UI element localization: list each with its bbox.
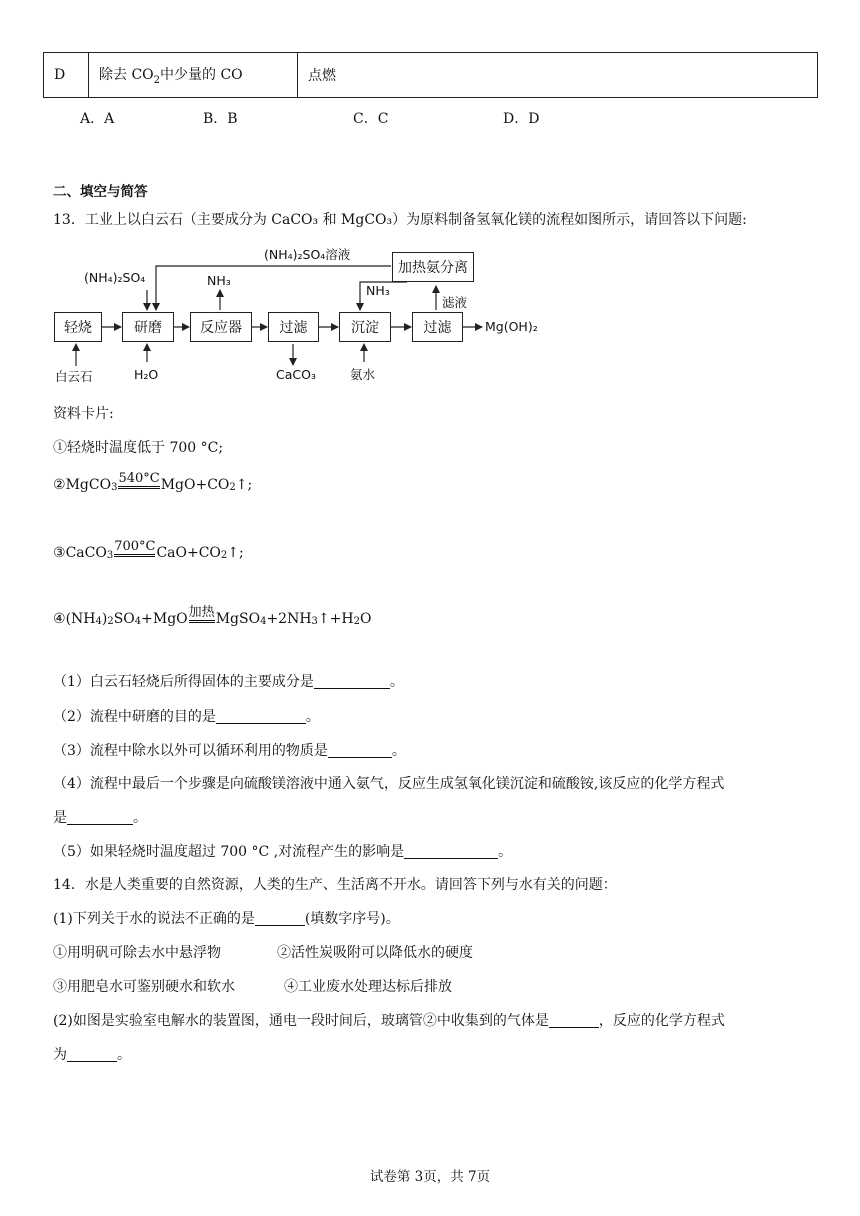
fact-4-products: MgSO [215, 611, 261, 627]
q13-sub-5-text: （5）如果轻烧时温度超过 700 °C ,对流程产生的影响是 [53, 844, 405, 860]
equals-bar [118, 486, 159, 489]
label-filtrate: 滤液 [442, 295, 468, 310]
page-footer: 试卷第 3页，共 7页 [369, 1169, 491, 1185]
q14-part-2-text: (2)如图是实验室电解水的装置图，通电一段时间后，玻璃管②中收集到的气体是 [53, 1013, 549, 1029]
q13-sub-3 [53, 740, 406, 760]
period: 。 [117, 1047, 131, 1063]
q14-part-2 [53, 1010, 725, 1030]
q14-part-1-tail: (填数字序号)。 [304, 911, 400, 927]
fact-3-cond-text: 700°C [114, 539, 156, 554]
fact-4-products-sub: 4 [260, 616, 267, 627]
choice-c[interactable]: C．C [353, 111, 389, 127]
q13-intro: 13．工业上以白云石（主要成分为 CaCO₃ 和 MgCO₃）为原料制备氢氧化镁的流程如图所示，请回答以下问题: [53, 212, 747, 228]
label-nh3-top: NH₃ [207, 273, 231, 288]
fact-4-tail-post: O [359, 611, 372, 627]
q13-sub-3-text: （3）流程中除水以外可以循环利用的物质是 [53, 743, 328, 759]
fact-3-products-sub: 2 [220, 550, 228, 561]
period: 。 [133, 810, 147, 826]
label-ammonia-water: 氨水 [350, 367, 376, 382]
flow-box-light-burn: 轻烧 [54, 312, 102, 342]
fact-2-tail: ↑; [235, 477, 253, 493]
fact-2-cond-text: 540°C [118, 471, 160, 486]
purpose-text-end: 中少量的 CO [160, 67, 243, 84]
fact-2-reactant-sub: 3 [111, 482, 118, 493]
answer-blank-4[interactable] [67, 810, 133, 825]
fact-4-products-sub2: 3 [311, 616, 318, 627]
q13-sub-2-text: （2）流程中研磨的目的是 [53, 709, 216, 725]
flow-box-reactor: 反应器 [190, 312, 252, 342]
equals-bar [189, 620, 215, 623]
fact-2-products-sub: 2 [229, 482, 236, 493]
fact-4-num: ④ [53, 611, 66, 627]
answer-blank-1[interactable] [314, 674, 390, 689]
q13-sub-2 [53, 706, 320, 726]
answer-blank-7[interactable] [549, 1013, 599, 1028]
fact-3-equation [53, 540, 244, 561]
flow-box-filter-1: 过滤 [268, 312, 319, 342]
q13-sub-4a: （4）流程中最后一个步骤是向硫酸镁溶液中通入氨气，反应生成氢氧化镁沉淀和硫酸铵,该反应的化学方程式 [53, 776, 725, 792]
fact-4-reactant-sub2: 2 [107, 616, 114, 627]
flow-box-ammonia-separation: 加热氨分离 [392, 252, 474, 282]
fact-3-reactant-sub: 3 [106, 550, 114, 561]
fact-2-reactant: MgCO [65, 477, 112, 493]
q14-part-1-text: (1)下列关于水的说法不正确的是 [53, 911, 255, 927]
label-water: H₂O [134, 367, 159, 382]
q14-part-1 [53, 908, 400, 928]
fact-4-equation [53, 606, 371, 627]
flow-box-grind: 研磨 [122, 312, 174, 342]
fact-2-num: ② [53, 477, 66, 493]
fact-4-products-post: +2NH [266, 611, 312, 627]
fact-3-num: ③ [53, 545, 66, 561]
period: 。 [305, 709, 320, 725]
fact-3-tail: ↑; [227, 545, 244, 561]
choice-d[interactable]: D．D [503, 111, 540, 127]
q14-intro: 14．水是人类重要的自然资源，人类的生产、生活离不开水。请回答下列与水有关的问题： [53, 877, 617, 893]
choice-a[interactable]: A．A [80, 111, 115, 127]
answer-blank-3[interactable] [328, 743, 392, 758]
q14-option-1: ①用明矾可除去水中悬浮物 [53, 945, 221, 961]
choice-b[interactable]: B．B [203, 111, 238, 127]
fact-3-reactant: CaCO [65, 545, 107, 561]
fact-2-equation [53, 472, 252, 493]
fact-4-tail-sub: 2 [353, 616, 360, 627]
q13-sub-4b [53, 807, 147, 827]
period: 。 [389, 674, 404, 690]
row-letter: D [44, 53, 89, 98]
q14-option-2: ②活性炭吸附可以降低水的硬度 [277, 945, 473, 961]
q13-sub-1-text: （1）白云石轻烧后所得固体的主要成分是 [53, 674, 314, 690]
fact-4-reactant-tail: +MgO [141, 611, 188, 627]
q14-option-4: ④工业废水处理达标后排放 [284, 979, 452, 995]
label-ammonium-sulfate: (NH₄)₂SO₄ [84, 270, 146, 285]
label-caco3: CaCO₃ [276, 367, 316, 382]
q14-part-2-tail: ，反应的化学方程式 [598, 1013, 725, 1029]
fact-1: ①轻烧时温度低于 700 °C; [53, 440, 224, 456]
equals-bar [114, 554, 155, 557]
fact-4-condition [189, 606, 215, 627]
answer-blank-5[interactable] [404, 844, 498, 859]
card-title: 资料卡片: [53, 406, 114, 422]
fact-4-reactant-sub: 4 [95, 616, 102, 627]
flow-box-filter-2: 过滤 [412, 312, 463, 342]
q13-sub-5 [53, 841, 512, 861]
period: 。 [391, 743, 406, 759]
answer-blank-8[interactable] [67, 1047, 117, 1062]
purpose-sub: 2 [153, 74, 161, 86]
q14-part-2-cont-text: 为 [53, 1047, 67, 1063]
fact-4-reactant-mid: ) [101, 611, 108, 627]
answer-blank-2[interactable] [216, 709, 306, 724]
q14-part-2-cont [53, 1044, 131, 1064]
fact-3-products: CaO+CO [156, 545, 221, 561]
q13-sub-1 [53, 671, 404, 691]
fact-2-condition [118, 472, 159, 493]
period: 。 [498, 844, 513, 860]
fact-4-tail: ↑+H [317, 611, 354, 627]
q14-option-3: ③用肥皂水可鉴别硬水和软水 [53, 979, 235, 995]
section-title: 二、填空与简答 [53, 184, 148, 200]
label-baiyunshi: 白云石 [55, 369, 93, 384]
label-product: Mg(OH)₂ [485, 319, 538, 334]
fact-2-products: MgO+CO [160, 477, 230, 493]
purpose-text: 除去 CO [99, 67, 154, 84]
q13-sub-4b-text: 是 [53, 810, 67, 826]
fact-4-cond-text: 加热 [188, 605, 215, 620]
fact-4-reactant-post: SO [113, 611, 135, 627]
label-nh3-return: NH₃ [366, 283, 390, 298]
flow-box-precipitate: 沉淀 [339, 312, 391, 342]
row-method: 点燃 [298, 53, 818, 98]
fact-4-reactant: (NH [65, 611, 96, 627]
label-ammonium-sulfate-solution: (NH₄)₂SO₄溶液 [264, 247, 351, 262]
answer-blank-6[interactable] [255, 911, 305, 926]
fact-4-reactant-sub3: 4 [134, 616, 142, 627]
fact-3-condition [114, 540, 155, 561]
arrow-recycle-solution [156, 266, 391, 310]
